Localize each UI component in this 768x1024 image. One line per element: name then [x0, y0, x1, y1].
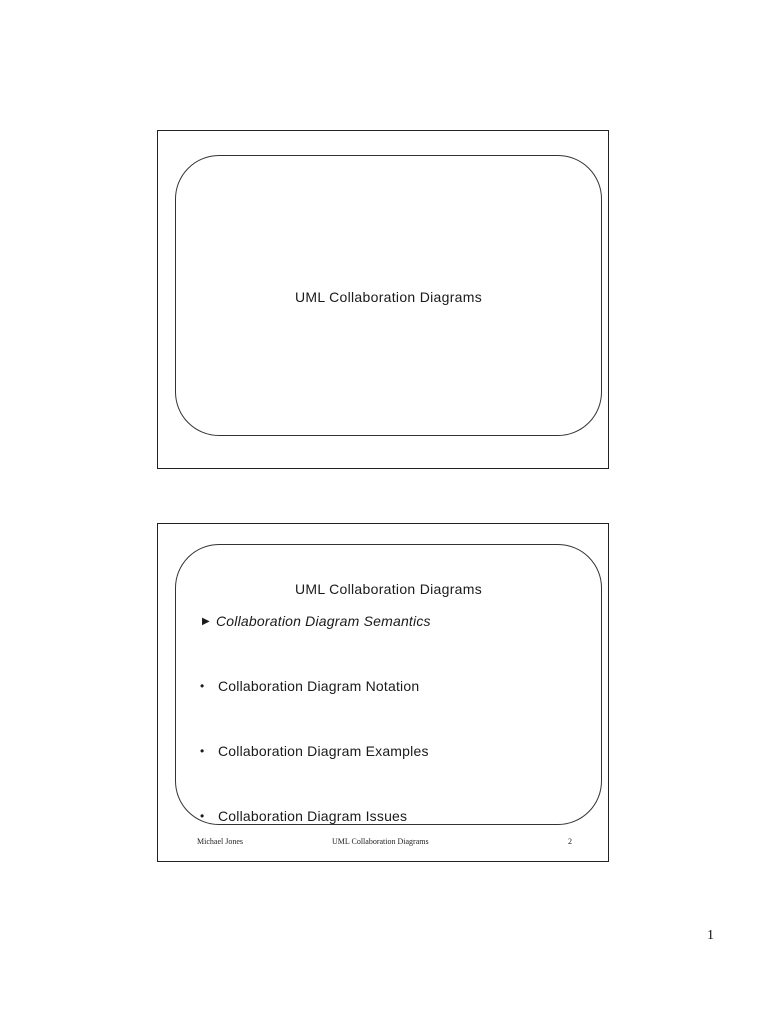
bullet-dot-icon: • — [200, 679, 205, 693]
slide-1 — [157, 130, 609, 469]
slide-1-title: UML Collaboration Diagrams — [294, 289, 483, 305]
bullet-dot-icon: • — [200, 809, 205, 823]
bullet-text: Collaboration Diagram Issues — [218, 808, 408, 824]
bullet-item-issues — [200, 808, 407, 824]
bullet-item-semantics — [202, 613, 431, 629]
slide-1-content-box — [175, 155, 602, 436]
bullet-item-examples — [200, 743, 429, 759]
bullet-text: Collaboration Diagram Examples — [218, 743, 429, 759]
bullet-text: Collaboration Diagram Semantics — [216, 613, 431, 629]
triangle-right-icon: ▶ — [202, 615, 210, 627]
page-number: 1 — [707, 928, 714, 943]
footer-title: UML Collaboration Diagrams — [332, 837, 429, 846]
bullet-item-notation — [200, 678, 419, 694]
slide-2-content-box — [175, 544, 602, 825]
bullet-list — [176, 545, 601, 824]
bullet-dot-icon: • — [200, 744, 205, 758]
footer-author: Michael Jones — [197, 837, 243, 846]
slide-2 — [157, 523, 609, 862]
bullet-text: Collaboration Diagram Notation — [218, 678, 420, 694]
footer-slide-number: 2 — [568, 837, 572, 846]
slide-2-title: UML Collaboration Diagrams — [294, 581, 483, 597]
